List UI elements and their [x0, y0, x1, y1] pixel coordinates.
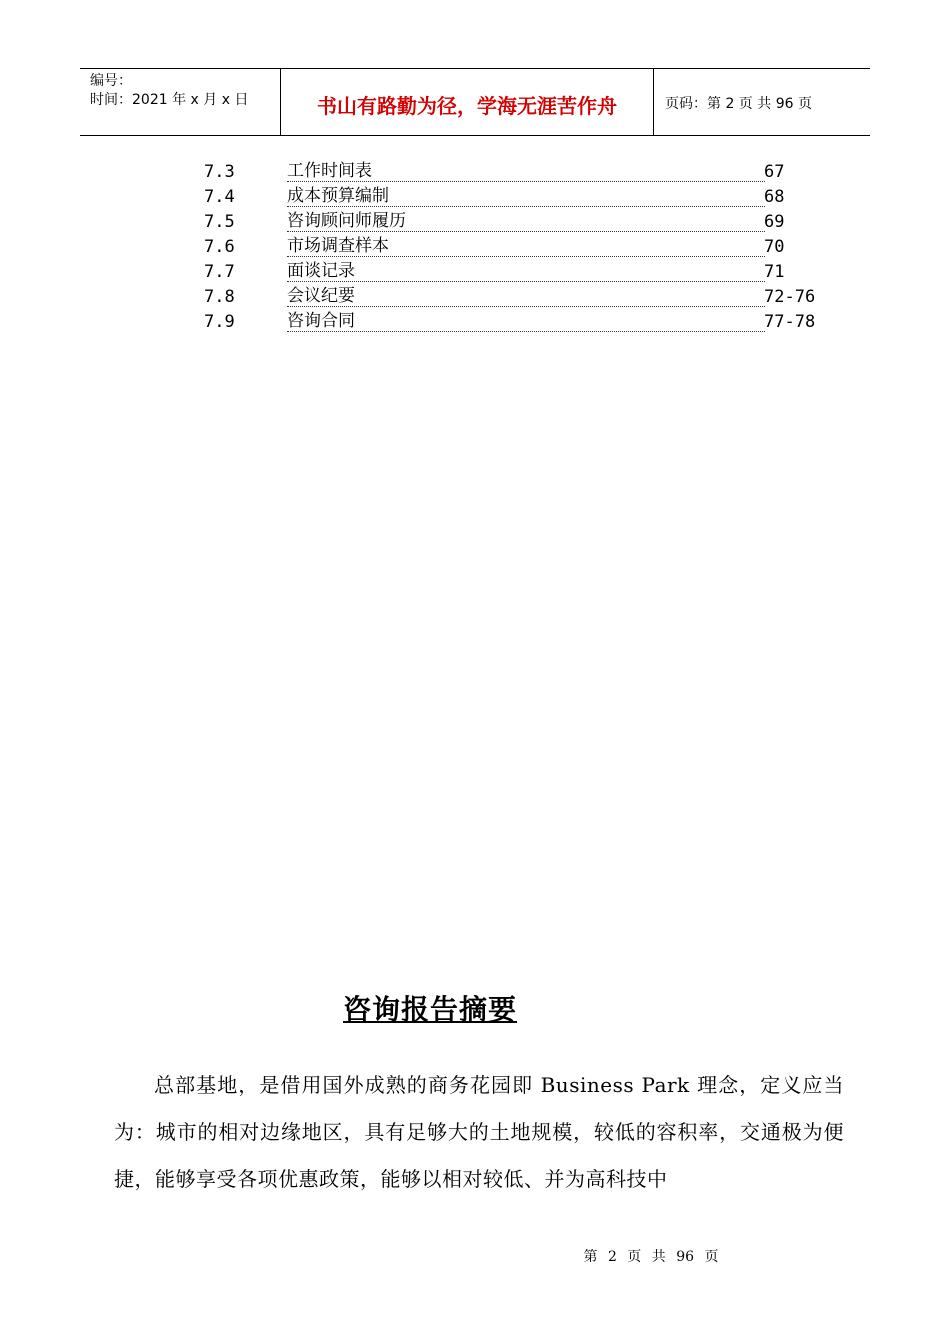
toc-number: 7.7	[204, 262, 235, 282]
toc-page: 77-78	[764, 312, 816, 332]
toc-title: 工作时间表	[287, 161, 765, 182]
toc-page: 69	[764, 212, 785, 232]
toc-row[interactable]	[204, 285, 844, 310]
header-page-info: 页码：第 2 页 共 96 页	[665, 96, 812, 112]
table-of-contents	[204, 160, 844, 335]
toc-title: 面谈记录	[287, 261, 765, 282]
toc-title: 咨询顾问师履历	[287, 211, 765, 232]
abstract-title: 咨询报告摘要	[342, 993, 517, 1026]
header-meta	[80, 69, 281, 135]
toc-page: 67	[764, 162, 785, 182]
toc-number: 7.3	[204, 162, 235, 182]
toc-row[interactable]	[204, 185, 844, 210]
header-motto: 书山有路勤为径，学海无涯苦作舟	[281, 69, 654, 135]
number-label: 编号：	[90, 73, 132, 89]
toc-row[interactable]	[204, 235, 844, 260]
toc-row[interactable]	[204, 310, 844, 335]
toc-page: 68	[764, 187, 785, 207]
toc-number: 7.6	[204, 237, 235, 257]
toc-page: 70	[764, 237, 785, 257]
page-header	[80, 68, 870, 136]
toc-number: 7.5	[204, 212, 235, 232]
toc-row[interactable]	[204, 160, 844, 185]
abstract-paragraph: 总部基地，是借用国外成熟的商务花园即 Business Park 理念，定义应当为：城市的相对边缘地区，具有足够大的土地规模，较低的容积率，交通极为便捷，能够享受各项优惠政策，能够以相对较低、并为高科技中	[114, 1073, 844, 1191]
toc-number: 7.4	[204, 187, 235, 207]
toc-title: 咨询合同	[287, 311, 765, 332]
time-label: 时间：2021 年 x 月 x 日	[90, 92, 249, 108]
toc-row[interactable]	[204, 210, 844, 235]
toc-number: 7.8	[204, 287, 235, 307]
toc-title: 成本预算编制	[287, 186, 765, 207]
page-footer: 第 2 页 共 96 页	[583, 1249, 719, 1265]
toc-title: 会议纪要	[287, 286, 765, 307]
toc-page: 71	[764, 262, 785, 282]
toc-page: 72-76	[764, 287, 816, 307]
toc-title: 市场调查样本	[287, 236, 765, 257]
toc-row[interactable]	[204, 260, 844, 285]
toc-number: 7.9	[204, 312, 235, 332]
